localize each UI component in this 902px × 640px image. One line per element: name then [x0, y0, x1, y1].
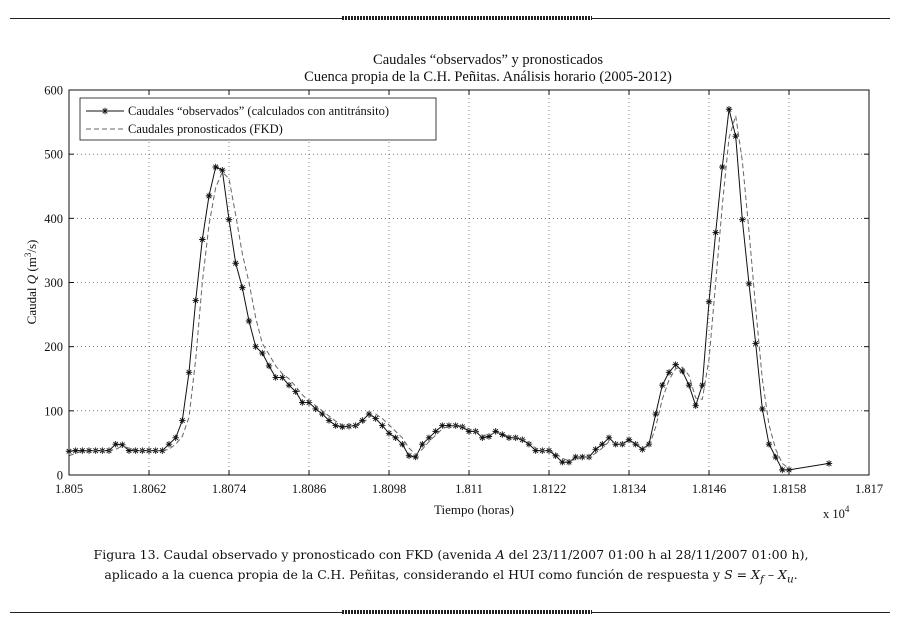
- observed-point: [426, 435, 432, 441]
- observed-point: [672, 361, 678, 367]
- observed-point: [372, 415, 378, 421]
- series-forecast-line: [69, 116, 789, 469]
- observed-point: [179, 417, 185, 423]
- x-tick-label: 1.811: [455, 482, 483, 496]
- observed-point: [519, 437, 525, 443]
- observed-point: [592, 446, 598, 452]
- legend: [80, 98, 436, 140]
- observed-point: [766, 441, 772, 447]
- chart-title: Caudales “observados” y pronosticados: [373, 52, 603, 68]
- legend-label-observed: Caudales “observados” (calculados con antitránsito): [128, 104, 390, 118]
- observed-point: [779, 467, 785, 473]
- observed-point: [746, 281, 752, 287]
- x-axis-label: Tiempo (horas): [433, 502, 515, 517]
- observed-point: [759, 406, 765, 412]
- observed-point: [826, 460, 832, 466]
- series-layer: [66, 106, 832, 473]
- observed-point: [606, 435, 612, 441]
- observed-point: [392, 435, 398, 441]
- observed-point: [112, 441, 118, 447]
- observed-point: [239, 284, 245, 290]
- observed-point: [206, 193, 212, 199]
- observed-point: [359, 417, 365, 423]
- legend-star-marker: [102, 108, 108, 114]
- y-tick-label: 400: [44, 211, 63, 226]
- bottom-rule-mark: [342, 610, 592, 614]
- observed-point: [419, 441, 425, 447]
- observed-point: [172, 435, 178, 441]
- y-tick-label: 0: [56, 468, 63, 483]
- observed-point: [192, 297, 198, 303]
- observed-point: [212, 164, 218, 170]
- observed-point: [706, 299, 712, 305]
- observed-point: [712, 229, 718, 235]
- observed-point: [679, 368, 685, 374]
- observed-point: [332, 422, 338, 428]
- observed-point: [579, 454, 585, 460]
- observed-point: [166, 441, 172, 447]
- observed-point: [379, 422, 385, 428]
- observed-point: [772, 454, 778, 460]
- x-tick-label: 1.8134: [611, 482, 647, 496]
- observed-point: [279, 374, 285, 380]
- legend-label-forecast: Caudales pronosticados (FKD): [128, 122, 283, 136]
- observed-point: [199, 236, 205, 242]
- observed-point: [132, 447, 138, 453]
- x-tick-label: 1.8098: [371, 482, 407, 496]
- observed-point: [252, 343, 258, 349]
- figure-caption: [0, 545, 902, 590]
- observed-point: [219, 167, 225, 173]
- observed-point: [659, 382, 665, 388]
- x-tick-label: 1.8074: [211, 482, 247, 496]
- observed-point: [666, 369, 672, 375]
- x-tick-label: 1.8158: [771, 482, 807, 496]
- caption-line-2: aplicado a la cuenca propia de la C.H. Peñitas, considerando el HUI como función de respuesta y $S = X_f - X_u$.: [104, 567, 798, 586]
- y-tick-label: 100: [44, 404, 63, 419]
- x-axis-multiplier-exponent: 4: [844, 504, 850, 514]
- x-tick-label: 1.8146: [691, 482, 727, 496]
- observed-point: [266, 363, 272, 369]
- observed-point: [326, 417, 332, 423]
- observed-point: [232, 260, 238, 266]
- y-tick-label: 500: [44, 147, 63, 162]
- observed-point: [652, 411, 658, 417]
- x-tick-label: 1.805: [54, 482, 84, 496]
- x-axis-multiplier: x $10^4$: [823, 504, 850, 521]
- y-tick-label: 300: [44, 276, 63, 290]
- observed-point: [226, 216, 232, 222]
- observed-point: [126, 447, 132, 453]
- x-tick-label: 1.817: [854, 482, 884, 496]
- caption-line-1: Figura 13. Caudal observado y pronosticado con FKD (avenida A del 23/11/2007 01:00 h al 28/11/2007 01:00 h),: [93, 547, 809, 562]
- observed-point: [186, 369, 192, 375]
- x-tick-label: 1.8122: [531, 482, 567, 496]
- observed-point: [246, 318, 252, 324]
- y-tick-label: 600: [44, 83, 63, 98]
- observed-point: [386, 430, 392, 436]
- observed-point: [719, 164, 725, 170]
- observed-point: [559, 459, 565, 465]
- observed-point: [599, 441, 605, 447]
- observed-point: [406, 453, 412, 459]
- observed-point: [739, 216, 745, 222]
- observed-point: [646, 441, 652, 447]
- observed-point: [319, 411, 325, 417]
- observed-point: [286, 382, 292, 388]
- x-tick-label: 1.8062: [131, 482, 167, 496]
- y-axis-label: Caudal Q $(m^3/s)$: [23, 239, 39, 325]
- observed-point: [726, 106, 732, 112]
- observed-point: [312, 406, 318, 412]
- observed-point: [552, 453, 558, 459]
- observed-point: [459, 424, 465, 430]
- x-tick-label: 1.8086: [291, 482, 327, 496]
- legend-star-glyph: [102, 108, 108, 114]
- ticks: [44, 84, 883, 497]
- observed-point: [299, 399, 305, 405]
- observed-point: [752, 340, 758, 346]
- observed-point: [272, 374, 278, 380]
- chart-subtitle: Cuenca propia de la C.H. Peñitas. Análisis horario (2005-2012): [304, 69, 672, 85]
- observed-point: [259, 350, 265, 356]
- observed-point: [692, 403, 698, 409]
- y-tick-label: 200: [44, 340, 63, 355]
